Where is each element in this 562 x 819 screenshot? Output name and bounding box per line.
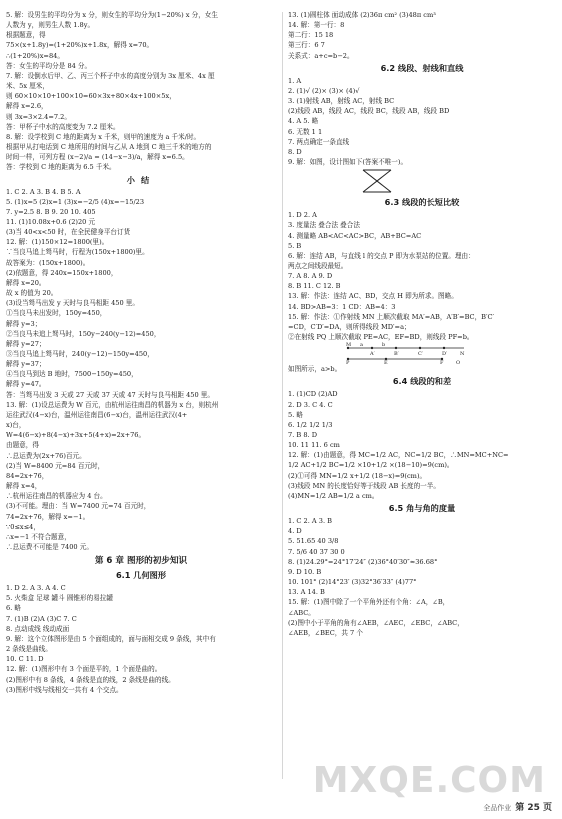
pt-a: a: [360, 342, 363, 349]
answer-line: 2. (1)√ (2)× (3)× (4)√: [288, 86, 360, 95]
answer-line: 7. (1)B (2)A (3)C 7. C: [6, 614, 77, 623]
answer-line: 8. 点动成线 线动成面: [6, 624, 70, 633]
answer-line: 7. y=2.5 8. B 9. 20 10. 405: [6, 207, 96, 216]
answer-line: ②在射线 PQ 上顺次截取 PE=AC，EF=BD，则线段 PF=b。: [288, 333, 474, 342]
answer-line: 13. 解：(1)设总运费为 W 百元，由杭州运往南昌的机器为 x 台，则杭州: [6, 400, 219, 409]
answer-line: 11. (1)10.08x+0.6 (2)20 元: [6, 217, 96, 226]
answer-line: (3)设当驽马出发 y 天时与良马相距 450 里。: [6, 299, 139, 308]
answer-line: 答：甲杯子中水的高度变为 7.2 厘米。: [6, 122, 120, 131]
answer-line: (2)图形中有 8 条线，4 条线是直的线，2 条线是曲的线。: [6, 675, 175, 684]
answer-line: ∵0≤x≤4，: [6, 522, 40, 531]
answer-line: ∴(1+20%)x=84。: [6, 51, 64, 60]
answer-line: 9. D 10. B: [288, 567, 322, 576]
answer-line: 13. A 14. B: [288, 588, 325, 597]
answer-line: 10. 101° (2)14°23′ (3)32°36′33″ (4)77°: [288, 578, 417, 587]
section-6-1-title: 6.1 几何图形: [115, 570, 167, 581]
answer-line: 8. B 11. C 12. B: [288, 282, 341, 291]
answer-line: (3)不可能。理由：当 W=7400 元=74 百元时，: [6, 502, 151, 511]
right-block-4: [288, 389, 556, 501]
hourglass-figure: [288, 167, 556, 195]
answer-line: ∴总运费为(2x+76)百元。: [6, 451, 86, 460]
answer-line: (2)①可得 MN=1/2 x+1/2 (18−x)=9(cm)。: [288, 471, 427, 480]
answer-line: 根据题意，得: [6, 31, 46, 40]
right-block-5: [288, 516, 556, 638]
answer-line: 7. A 8. A 9. D: [288, 272, 333, 281]
answer-line: ∠AEB，∠BEC，共 7 个: [288, 628, 363, 637]
answer-line: 12. 解：(1)150×12=1800(里)。: [6, 238, 109, 247]
watermark: MXQE.COM: [312, 760, 546, 801]
answer-line: 4. A 5. 略: [288, 117, 319, 126]
answer-line: 5. 火柴盒 足球 罐斗 圆锥形的易拉罐: [6, 594, 113, 603]
page-number: 第 25 页: [515, 803, 552, 813]
answer-line: (2)当 W=8400 元=84 百元时，: [6, 461, 105, 470]
column-divider: [282, 12, 283, 779]
answer-line: (3)图形中线与线相交一共有 4 个交点。: [6, 685, 123, 694]
answer-line: 3. 度量法 叠合法 叠合法: [288, 221, 360, 230]
pt-F: F: [440, 360, 444, 365]
section-6-5-title: 6.5 角与角的度量: [388, 503, 456, 514]
answer-line: 2. D 3. C 4. C: [288, 400, 333, 409]
answer-line: 75×(x+1.8y)=(1+20%)x+1.8x，解得 x=70。: [6, 41, 154, 50]
answer-line: 答：学校到 C 地的距离为 6.5 千米。: [6, 163, 116, 172]
answer-line: 10. 11 11. 6 cm: [288, 441, 340, 450]
pt-N: N: [460, 351, 465, 358]
left-block-3: [6, 583, 276, 695]
answer-line: 2 条线是曲线。: [6, 645, 52, 654]
answer-line: 8. (1)24.29°=24°17′24″ (2)36°40′30″≈36.68°: [288, 557, 438, 566]
answer-line: (2)线段 AB，线段 AC，线段 BC，线段 AB，线段 BD: [288, 107, 450, 116]
answer-line: 1. D 2. A: [288, 211, 317, 220]
section-6-2-title: 6.2 线段、射线和直线: [380, 62, 464, 73]
segment-diagram: [346, 342, 466, 364]
answer-line: ∵当良马追上驽马时，行程为(150x+1800)里。: [6, 248, 149, 257]
answer-line: 10. C 11. D: [6, 655, 44, 664]
answer-line: 1. C 2. A 3. B: [288, 517, 333, 526]
answer-line: 1. C 2. A 3. B 4. B 5. A: [6, 187, 81, 196]
answer-line: 两点之间线段最短。: [288, 261, 348, 270]
answer-line: =CD，C′D′=DA，则所得线段 MD′=a；: [288, 322, 411, 331]
answer-line: 5. 解：设男生的平均分为 x 分，则女生的平均分为(1−20%) x 分，女生: [6, 11, 218, 19]
section-6-3-title: 6.3 线段的长短比较: [384, 197, 460, 208]
answer-line: ∴杭州运往南昌的机器应为 4 台。: [6, 492, 107, 501]
answer-line: ∴x=−1 不符合题意，: [6, 532, 71, 541]
answer-line: 时间一样，可列方程 (x−2)/a = (14−x−3)/a，解得 x=6.5。: [6, 153, 189, 162]
answer-line: 7. B 8. D: [288, 431, 318, 439]
answer-line: 12. 解：(1)图形中有 3 个面是平的，1 个面是曲的。: [6, 665, 162, 674]
answer-line: 13. 解：作法：连结 AC、BD，交点 H 即为所求。图略。: [288, 292, 458, 301]
answer-line: 6. 无数 1 1: [288, 127, 323, 136]
answer-line: 解得 y=37；: [6, 360, 46, 369]
pt-P: P: [346, 360, 350, 365]
answer-line: 解得 y=47。: [6, 380, 46, 389]
answer-line: 7. 两点确定一条直线: [288, 137, 350, 146]
answer-line: 4. 测量略 AB<AC<AC>BC，AB+BC=AC: [288, 231, 422, 240]
page-footer: [483, 800, 552, 813]
pt-D: D′: [442, 351, 448, 358]
answer-line: (3)当 40<x<50 时，在全民健身平台订货: [6, 228, 131, 237]
answer-line: 5. B: [288, 241, 302, 250]
answer-line: 74=2x+76，解得 x=−1。: [6, 512, 90, 521]
answer-line: 答：女生的平均分是 84 分。: [6, 61, 92, 70]
answer-line: 4. D: [288, 527, 302, 536]
answer-line: 解得 x=2.6，: [6, 102, 48, 111]
right-block-3: [288, 210, 556, 342]
answer-line: 1. (1)CD (2)AD: [288, 390, 338, 399]
segment-figure: [288, 342, 556, 364]
pt-M: M: [346, 342, 352, 349]
answer-line: 9. 解：如图，设计图如下(答案不唯一)。: [288, 158, 408, 167]
answer-line: 关系式：a+c=b−2。: [288, 51, 354, 60]
pt-E: E: [384, 360, 388, 365]
answer-line: 解得 y=3；: [6, 319, 42, 328]
section-6-4-title: 6.4 线段的和差: [392, 376, 452, 387]
answer-line: 人数为 y，则男生人数 1.8y。: [6, 21, 95, 30]
answer-line: (3)线段 MN 的长度恰好等于线段 AB 长度的一半。: [288, 481, 440, 490]
answer-line: 8. 解：设学校到 C 地的距离为 x 千米，则甲的速度为 a 千米/时。: [6, 132, 201, 141]
pt-B: B′: [394, 351, 399, 358]
answer-line: ③当良马追上驽马时，240(y−12)−150y=450，: [6, 350, 154, 358]
answer-line: 5. 略: [288, 410, 303, 419]
answer-line: 运往武汉(4−x)台，温州运往南昌(6−x)台，温州运往武汉(4+: [6, 410, 188, 419]
answer-line: 1. A: [288, 76, 302, 85]
answer-line: 解得 x=20。: [6, 278, 46, 287]
answer-line: (4)MN=1/2 AB=1/2 a cm。: [288, 491, 379, 500]
right-column: [288, 10, 556, 789]
answer-line: ④当良马到达 B 地时，7500−150y=450，: [6, 370, 138, 379]
answer-line: 1/2 AC+1/2 BC=1/2 ×10+1/2 ×(18−10)=9(cm)。: [288, 461, 454, 470]
answer-line: 3. (1)射线 AB，射线 AC，射线 BC: [288, 97, 395, 106]
answer-line: 故答案为：(150x+1800)。: [6, 258, 90, 267]
answer-line: 5. (1)x=5 (2)x=1 (3)x=−2/5 (4)x=−15/23: [6, 197, 145, 206]
answer-line: 第三行：6 7: [288, 41, 325, 50]
answer-line: 由题意，得: [6, 441, 39, 450]
pt-C: C′: [418, 351, 423, 358]
answer-line: 7. 5/6 40 37 30 0: [288, 547, 345, 556]
answer-line: 13. (1)圆柱体 面动成体 (2)36π cm² (3)48π cm³: [288, 11, 436, 19]
right-block-1: [288, 10, 556, 61]
answer-line: 84=2x+76，: [6, 471, 49, 480]
answer-line: 7. 解：设倒水后甲、乙、丙三个杯子中水的高度分别为 3x 厘米、4x 厘: [6, 71, 215, 80]
answer-line: 第二行：15 18: [288, 31, 334, 40]
answer-line: 解得 x=4，: [6, 482, 42, 491]
pt-b: b: [382, 342, 386, 349]
answer-line: 15. 解：作法：①作射线 MN 上顺次截取 MA′=AB，A′B′=BC，B′C′: [288, 312, 495, 321]
hourglass-diagram: [360, 167, 394, 195]
answer-line: x)台，: [6, 421, 26, 430]
answer-line: 米、5x 厘米，: [6, 82, 49, 91]
answer-line: 5. 51.65 40 3/8: [288, 537, 339, 546]
left-block-2: [6, 187, 276, 553]
left-column: [6, 10, 276, 789]
answer-line: ②当良马未追上驽马时，150y−240(y−12)=450，: [6, 329, 161, 338]
left-block-1: [6, 10, 276, 173]
answer-line: ∠ABC。: [288, 608, 315, 617]
answer-line: 6. 解：连结 AB，与直线 l 的交点 P 即为水泵站的位置。理由：: [288, 251, 475, 260]
pt-Q: Q: [456, 360, 461, 365]
right-block-2: [288, 76, 556, 167]
answer-line: (2)依题意，得 240x=150x+1800，: [6, 268, 118, 277]
answer-line: 解得 y=27；: [6, 339, 46, 348]
answer-line: W=4(6−x)+8(4−x)+3x+5(4+x)=2x+76。: [6, 431, 146, 440]
answer-line: 8. D: [288, 147, 302, 156]
answer-line: 故 x 的值为 20。: [6, 289, 58, 298]
answer-line: 14. BD>AB=3：1 CD：AB=4：3: [288, 302, 396, 311]
footer-label: 全品作业: [483, 804, 512, 812]
answer-line: (2)图中小于平角的角有∠AEB，∠AEC，∠EBC，∠ABC，: [288, 618, 464, 627]
answer-line: ∴总运费不可能是 7400 元。: [6, 542, 93, 551]
pt-A: A′: [370, 351, 375, 358]
answer-line: 15. 解：(1)图中除了一个平角外还有个角：∠A，∠B，: [288, 598, 450, 607]
answer-line: 答：当驽马出发 3 天或 27 天或 37 天或 47 天时与良马相距 450 里。: [6, 390, 214, 399]
chapter-title: 第 6 章 图形的初步知识: [94, 556, 188, 567]
answer-line: 6. 略: [6, 604, 21, 613]
answer-line: 根据甲从打电话到 C 地所用的时间与乙从 A 地到 C 地三千米的地方的: [6, 143, 212, 152]
answer-line: 9. 解：这个立体图形是由 5 个面组成的，面与面相交成 9 条线，其中有: [6, 634, 216, 643]
answer-line: 12. 解：(1)由题意，得 MC=1/2 AC，NC=1/2 BC，∴MN=MC+NC=: [288, 451, 509, 460]
summary-heading: 小结: [126, 174, 156, 185]
answer-line: 6. 1/2 1/2 1/3: [288, 420, 333, 429]
answer-line: 1. D 2. A 3. A 4. C: [6, 584, 66, 593]
answer-line: 则 60×10×10+100×10=60×3x+80×4x+100×5x，: [6, 92, 176, 101]
answer-line: 14. 解：第一行：8: [288, 21, 345, 30]
answer-line: 则 3x=3×2.4=7.2。: [6, 112, 71, 121]
segment-caption: 如图所示，a>b。: [288, 365, 342, 374]
answer-line: ①当良马未出发时，150y=450，: [6, 309, 107, 318]
